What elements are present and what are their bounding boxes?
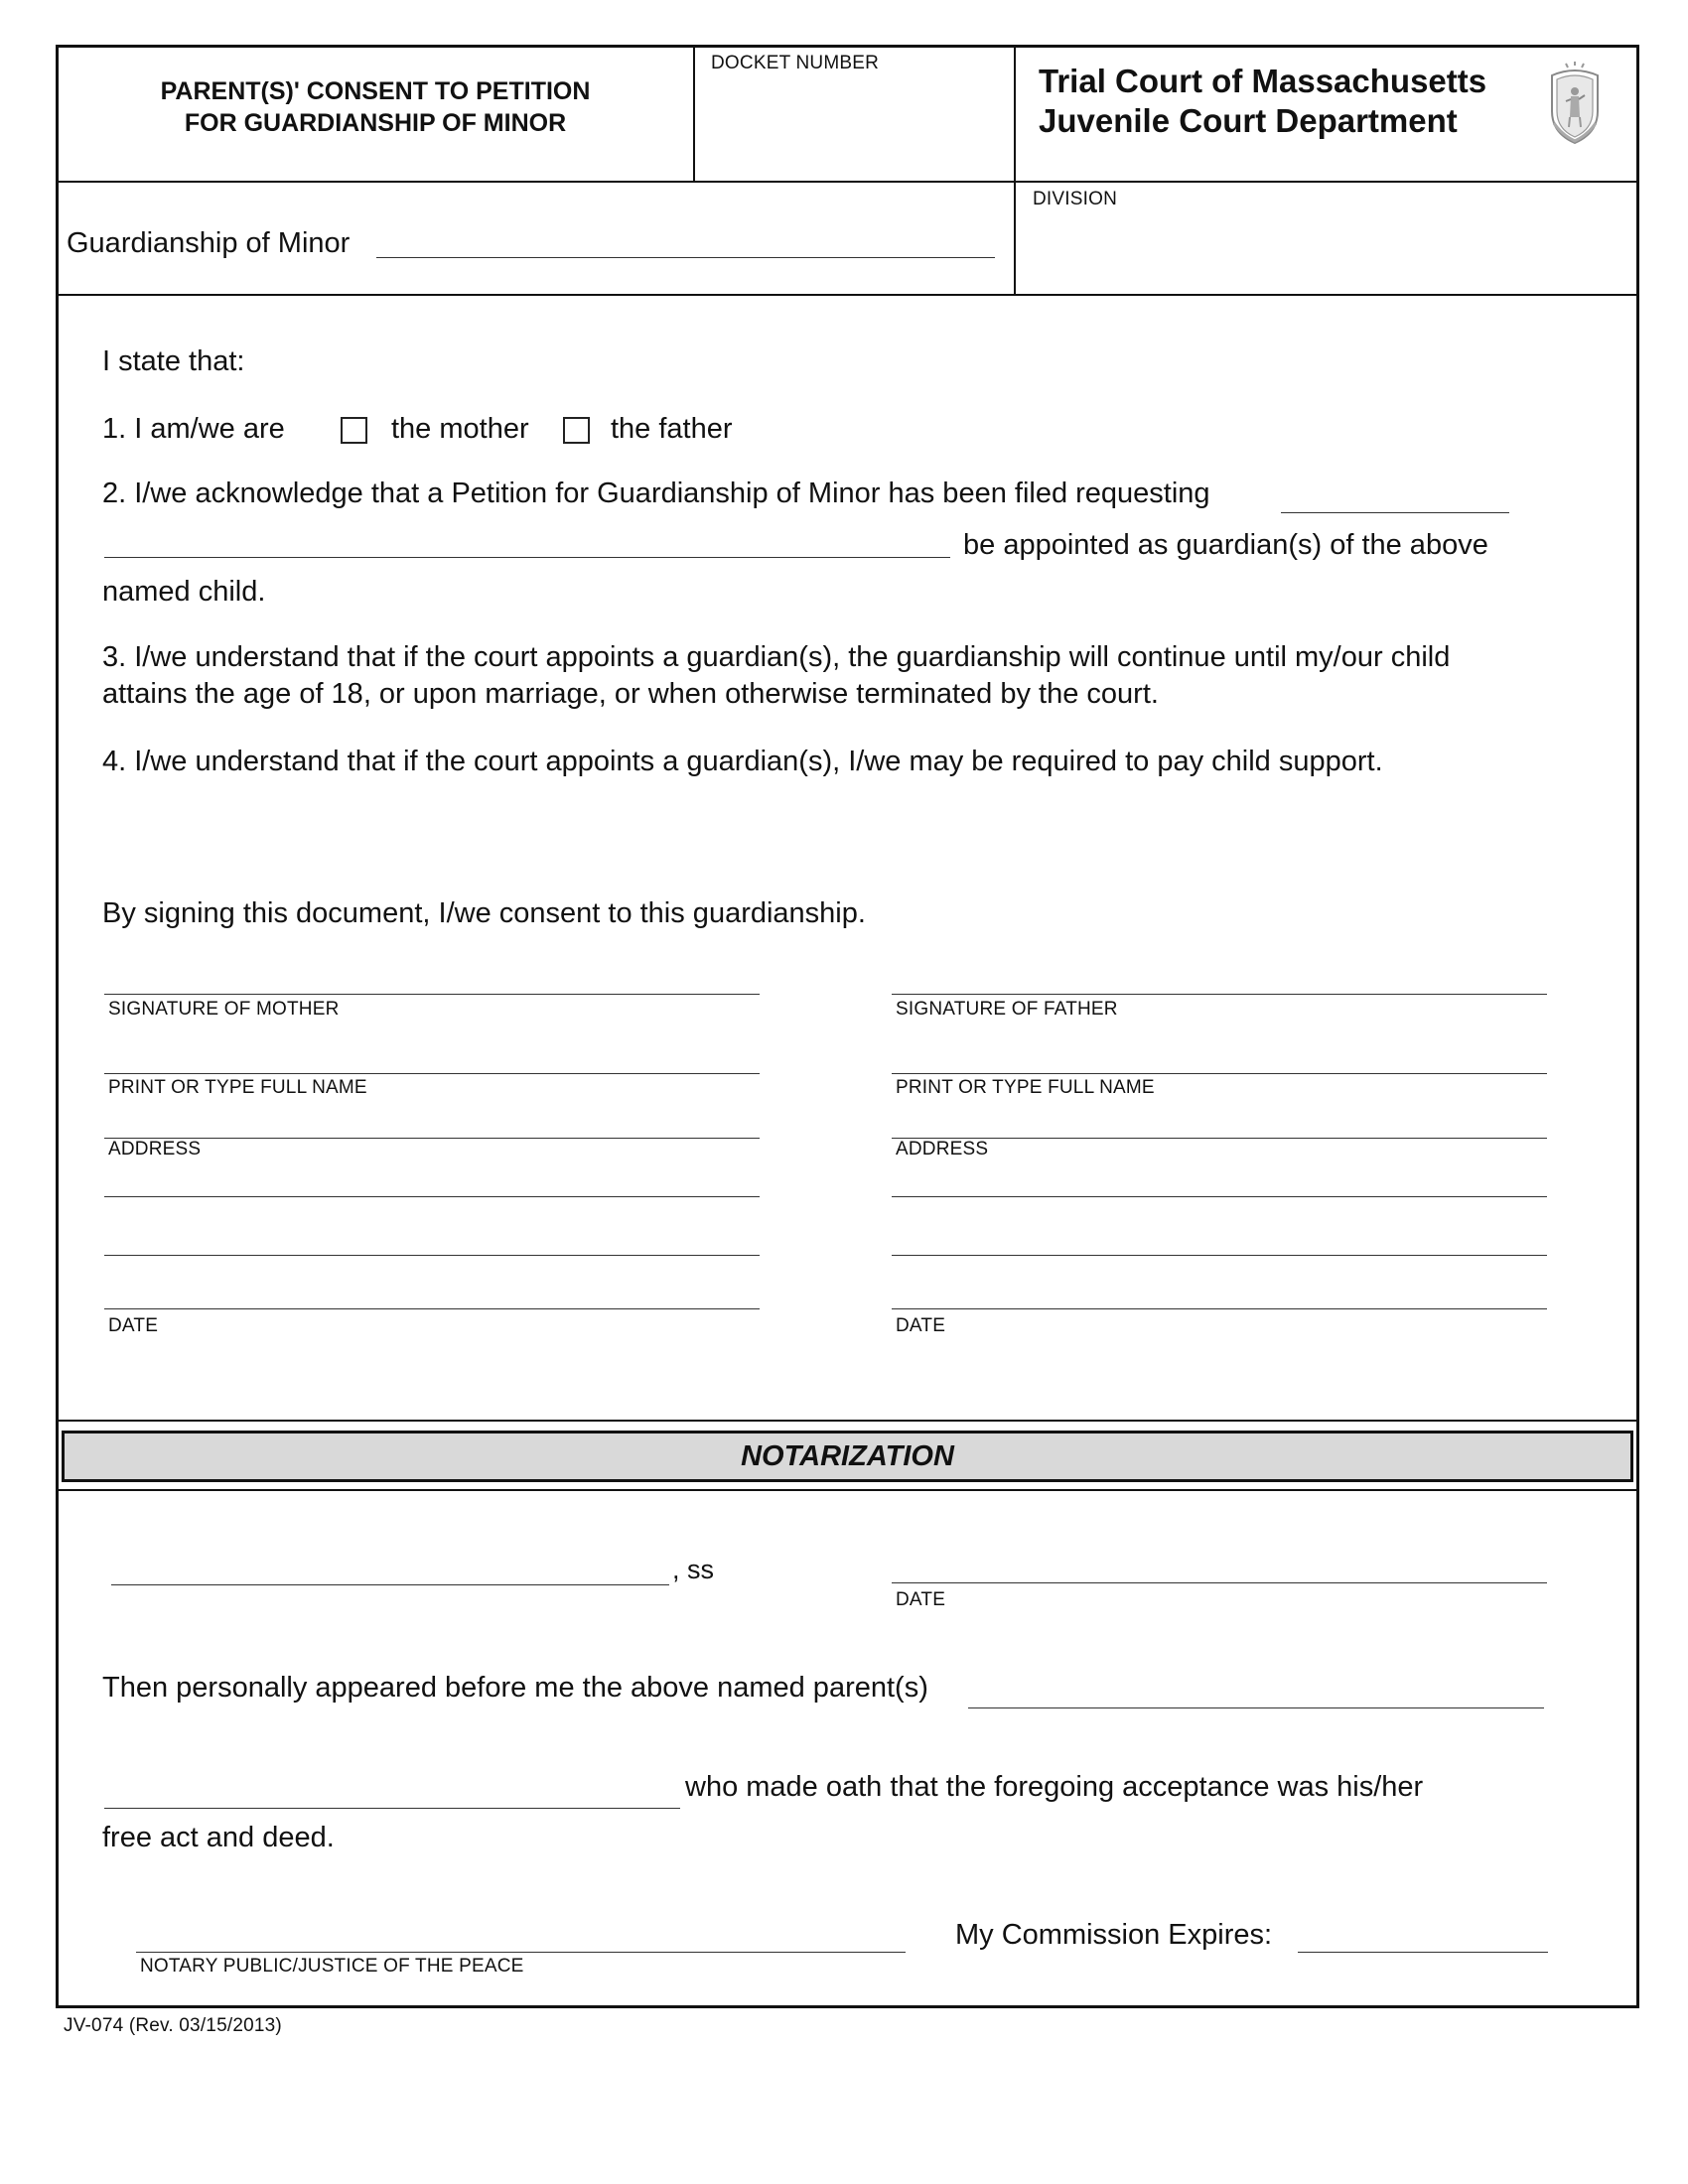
father-signature-label: SIGNATURE OF FATHER xyxy=(896,999,1118,1020)
commission-expires-field[interactable] xyxy=(1298,1952,1548,1953)
item3-line2: attains the age of 18, or upon marriage, or when otherwise terminated by the court. xyxy=(102,678,1159,710)
consent-text: By signing this document, I/we consent to this guardianship. xyxy=(102,897,866,929)
notary-signature-field[interactable] xyxy=(136,1952,906,1953)
county-field[interactable] xyxy=(111,1584,669,1585)
court-divider xyxy=(1014,45,1016,295)
petitioner-name-field-2[interactable] xyxy=(104,557,950,558)
division-field[interactable] xyxy=(1019,214,1634,292)
mother-option-label: the mother xyxy=(391,413,529,445)
notarization-date-label: DATE xyxy=(896,1589,946,1610)
minor-name-field[interactable] xyxy=(376,257,995,258)
minor-label: Guardianship of Minor xyxy=(67,227,351,259)
docket-number-field[interactable] xyxy=(697,79,1011,179)
item4-text: 4. I/we understand that if the court appoints a guardian(s), I/we may be required to pay child support. xyxy=(102,746,1383,777)
father-name-field[interactable] xyxy=(892,1073,1547,1074)
deed-text: free act and deed. xyxy=(102,1822,335,1853)
parent-names-field-2[interactable] xyxy=(104,1808,680,1809)
form-frame xyxy=(56,45,1639,2008)
mother-signature-label: SIGNATURE OF MOTHER xyxy=(108,999,340,1020)
form-code: JV-074 (Rev. 03/15/2013) xyxy=(64,2015,282,2036)
mother-address-line-1[interactable] xyxy=(104,1138,760,1139)
intro-text: I state that: xyxy=(102,345,245,377)
father-date-label: DATE xyxy=(896,1315,946,1336)
form-title-line2: FOR GUARDIANSHIP OF MINOR xyxy=(184,109,567,137)
father-address-label: ADDRESS xyxy=(896,1139,989,1160)
court-name-line1: Trial Court of Massachusetts xyxy=(1039,63,1487,99)
parent-names-field-1[interactable] xyxy=(968,1707,1544,1708)
notarization-top-rule xyxy=(56,1420,1639,1422)
father-address-line-1[interactable] xyxy=(892,1138,1547,1139)
caption-divider xyxy=(56,294,1639,296)
mother-address-line-2[interactable] xyxy=(104,1196,760,1197)
father-address-line-2[interactable] xyxy=(892,1196,1547,1197)
court-name xyxy=(1039,62,1486,141)
item2-line1: 2. I/we acknowledge that a Petition for Guardianship of Minor has been filed requesting xyxy=(102,478,1210,509)
item1-prefix: 1. I am/we are xyxy=(102,413,285,445)
father-signature-field[interactable] xyxy=(892,994,1547,995)
item2-line2: be appointed as guardian(s) of the above xyxy=(963,529,1488,561)
notarization-bottom-rule xyxy=(56,1489,1639,1491)
oath-text: who made oath that the foregoing acceptance was his/her xyxy=(685,1771,1424,1803)
mother-checkbox[interactable] xyxy=(341,417,367,444)
mother-date-label: DATE xyxy=(108,1315,159,1336)
petitioner-name-field-1[interactable] xyxy=(1281,512,1509,513)
mother-address-label: ADDRESS xyxy=(108,1139,202,1160)
appeared-text: Then personally appeared before me the above named parent(s) xyxy=(102,1672,928,1704)
docket-divider xyxy=(693,45,695,182)
notarization-title: NOTARIZATION xyxy=(741,1439,954,1472)
division-label: DIVISION xyxy=(1033,189,1118,209)
item2-line3: named child. xyxy=(102,576,266,608)
father-date-field[interactable] xyxy=(892,1308,1547,1309)
notarization-date-field[interactable] xyxy=(892,1582,1547,1583)
father-address-line-3[interactable] xyxy=(892,1255,1547,1256)
mother-signature-field[interactable] xyxy=(104,994,760,995)
ss-label: , ss xyxy=(672,1555,715,1584)
mother-address-line-3[interactable] xyxy=(104,1255,760,1256)
court-name-line2: Juvenile Court Department xyxy=(1039,102,1458,139)
docket-number-label: DOCKET NUMBER xyxy=(711,53,880,73)
header-divider xyxy=(56,181,1639,183)
massachusetts-seal-icon xyxy=(1542,62,1608,147)
mother-name-label: PRINT OR TYPE FULL NAME xyxy=(108,1077,367,1098)
commission-expires-label: My Commission Expires: xyxy=(955,1919,1273,1951)
mother-date-field[interactable] xyxy=(104,1308,760,1309)
father-option-label: the father xyxy=(611,413,733,445)
notary-label: NOTARY PUBLIC/JUSTICE OF THE PEACE xyxy=(140,1956,524,1977)
father-name-label: PRINT OR TYPE FULL NAME xyxy=(896,1077,1155,1098)
item3-line1: 3. I/we understand that if the court appoints a guardian(s), the guardianship will continue until my/our child xyxy=(102,641,1451,673)
mother-name-field[interactable] xyxy=(104,1073,760,1074)
notarization-header xyxy=(62,1431,1633,1482)
father-checkbox[interactable] xyxy=(563,417,590,444)
form-title-line1: PARENT(S)' CONSENT TO PETITION xyxy=(160,77,591,105)
form-title xyxy=(58,75,693,139)
